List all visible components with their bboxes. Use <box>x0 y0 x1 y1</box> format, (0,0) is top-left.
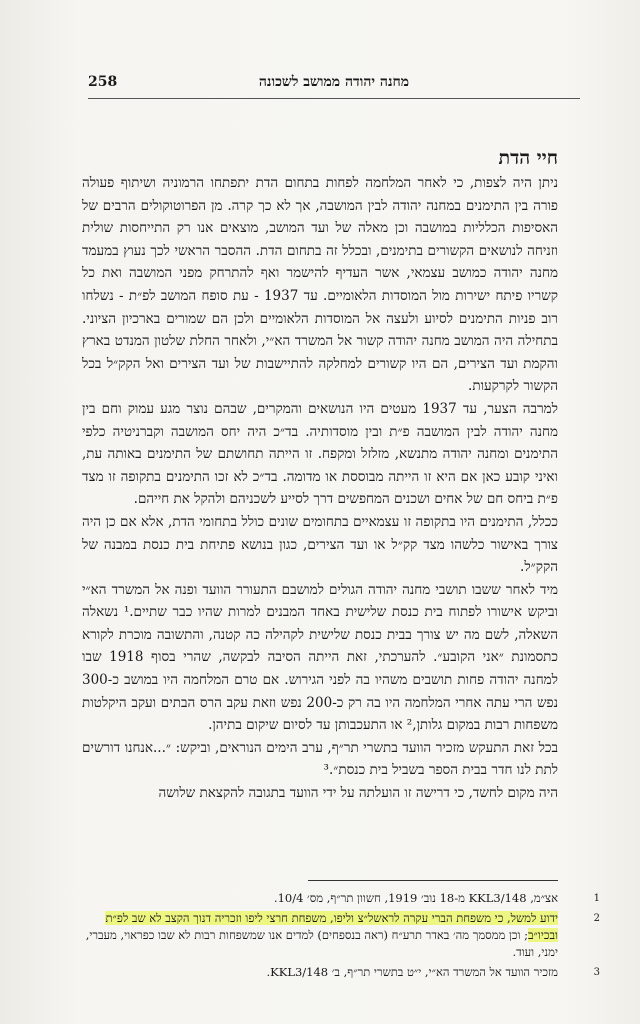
paragraph: ככלל, התימנים היו בתקופה זו עצמאיים בתחומים שונים כולל בתחומי הדת, אלא אם כן היה צורך באישור כלשהו מצד קק״ל או ועד הצירים, כגון בנושא פתיחת בית כנסת במבנה של הקק״ל. <box>82 513 558 576</box>
footnote-divider <box>308 880 558 881</box>
paragraph: ניתן היה לצפות, כי לאחר המלחמה לפחות בתחום הדת יתפתחו הרמוניה ושיתוף פעולה פורה בין התימנים במחנה יהודה לבין המושבה, אך לא כך קרה. מן הפרוטוקולים הרבים של האסיפות הכלליות במושבה וכן מאלה של ועד המושב, מוצאים אנו רק התייחסות שולית וזניחה לנושאים הקשורים בתימנים, ובכלל זה בתחום הדת. ההסבר הראשי לכך נעוץ במעמד מחנה יהודה כמושב עצמאי, אשר העדיף להישמר ואף להתרחק מפני המושבה ואת כל קשריו פיתח ישירות מול המוסדות הלאומיים. עד 1937 - עת סופח המושב לפ״ת - נשלחו רוב פניות התימנים לסיוע ולעצה אל המוסדות הלאומיים ולכן הם שמורים בארכיון הציוני. בתחילה היה המושב מחנה יהודה קשור אל המשרד הא״י, ולאחר החלת שלטון המנדט בארץ והקמת ועד הצירים, הם היו קשורים למחלקה להתיישבות של ועד הצירים ואל הקק״ל בכל הקשור לקרקעות. <box>82 175 558 395</box>
footnote-text: אצ״מ, KKL3/148 מ-18 נוב׳ 1919, חשוון תר״ף, מס׳ 10/4. <box>273 891 558 905</box>
body-text <box>82 172 558 805</box>
footnote-text: ; וכן ממסמך מה׳ באדר תרע״ח (ראה בנספחים) למדים אנו שמשפחות רבות לא שבו כפראוי, מעברי, ימני, ועוד. <box>85 928 558 959</box>
footnote-number: 2 <box>593 913 600 924</box>
running-header <box>88 70 580 99</box>
paragraph: בכל זאת התעקש מזכיר הוועד בתשרי תר״ף, ערב הימים הנוראים, וביקש: ״...אנחנו דורשים לתת לנו חדר בבית הספר בשביל בית כנסת״.³ <box>82 739 558 779</box>
paragraph: היה מקום לחשד, כי דרישה זו הועלתה על ידי הוועד בתגובה להקצאת שלושה <box>158 785 558 802</box>
highlighted-text: ידוע למשל, כי משפחת הברי עקרה לראשל״צ וליפו, משפחת חרצי ליפו וזכריה דנוך הקצב לא שב לפ״ת ובכיו״ב <box>105 911 558 942</box>
paragraph: למרבה הצער, עד 1937 מעטים היו הנושאים והמקרים, שבהם נוצר מגע עמוק וחם בין מחנה יהודה לבין המושבה פ״ת ובין מוסדותיה. בד״כ היה יחס המושבה וקברניטיה כלפי התימנים ומחנה יהודה מתנשא, מזלזל ומקפח. זו הייתה תחושתם של התימנים באותה עת, ואיני קובע כאן אם היא זו הייתה מבוססת או מדומה. בד״כ לא זכו התימנים בתקופה זו מצד פ״ת ביחס חם של אחים ושכנים המחפשים דרך לסייע לשכניהם ולהקל את חייהם. <box>82 400 558 508</box>
footnotes <box>82 890 600 984</box>
paragraph: מיד לאחר ששבו תושבי מחנה יהודה הגולים למושבם התעורר הוועד ופנה אל המשרד הא״י וביקש אישורו לפתוח בית כנסת שלישית באחד המבנים למרות שהיו כבר שתיים.¹ נשאלה השאלה, לשם מה יש צורך בבית כנסת שלישית לקהילה כה קטנה, והתשובה מוכרת לקורא כתסמונת ״אני הקובע״. להערכתי, זאת הייתה הסיבה לבקשה, שהרי בסוף 1918 שבו למחנה יהודה פחות תושבים משהיו בה לפני הגירוש. אם טרם המלחמה היו במושב כ-300 נפש הרי עתה אחרי המלחמה היו בה רק כ-200 נפש וזאת עקב הרס הבתים ועקב היקלטות משפחות רבות במקום גלותן,² או התעכבותן עד לסיום שיקום בתיהן. <box>82 581 559 734</box>
footnote-text: מזכיר הוועד אל המשרד הא״י, י״ט בתשרי תר״ף, ב׳ KKL3/148. <box>266 965 558 979</box>
footnote <box>82 964 600 981</box>
footnote-number: 1 <box>593 893 600 904</box>
footnote <box>82 910 600 961</box>
page-number: 258 <box>88 74 118 90</box>
running-title: מחנה יהודה ממושב לשכונה <box>258 74 410 90</box>
footnote <box>82 890 600 907</box>
section-heading: חיי הדת <box>498 147 558 169</box>
footnote-number: 3 <box>593 967 600 978</box>
